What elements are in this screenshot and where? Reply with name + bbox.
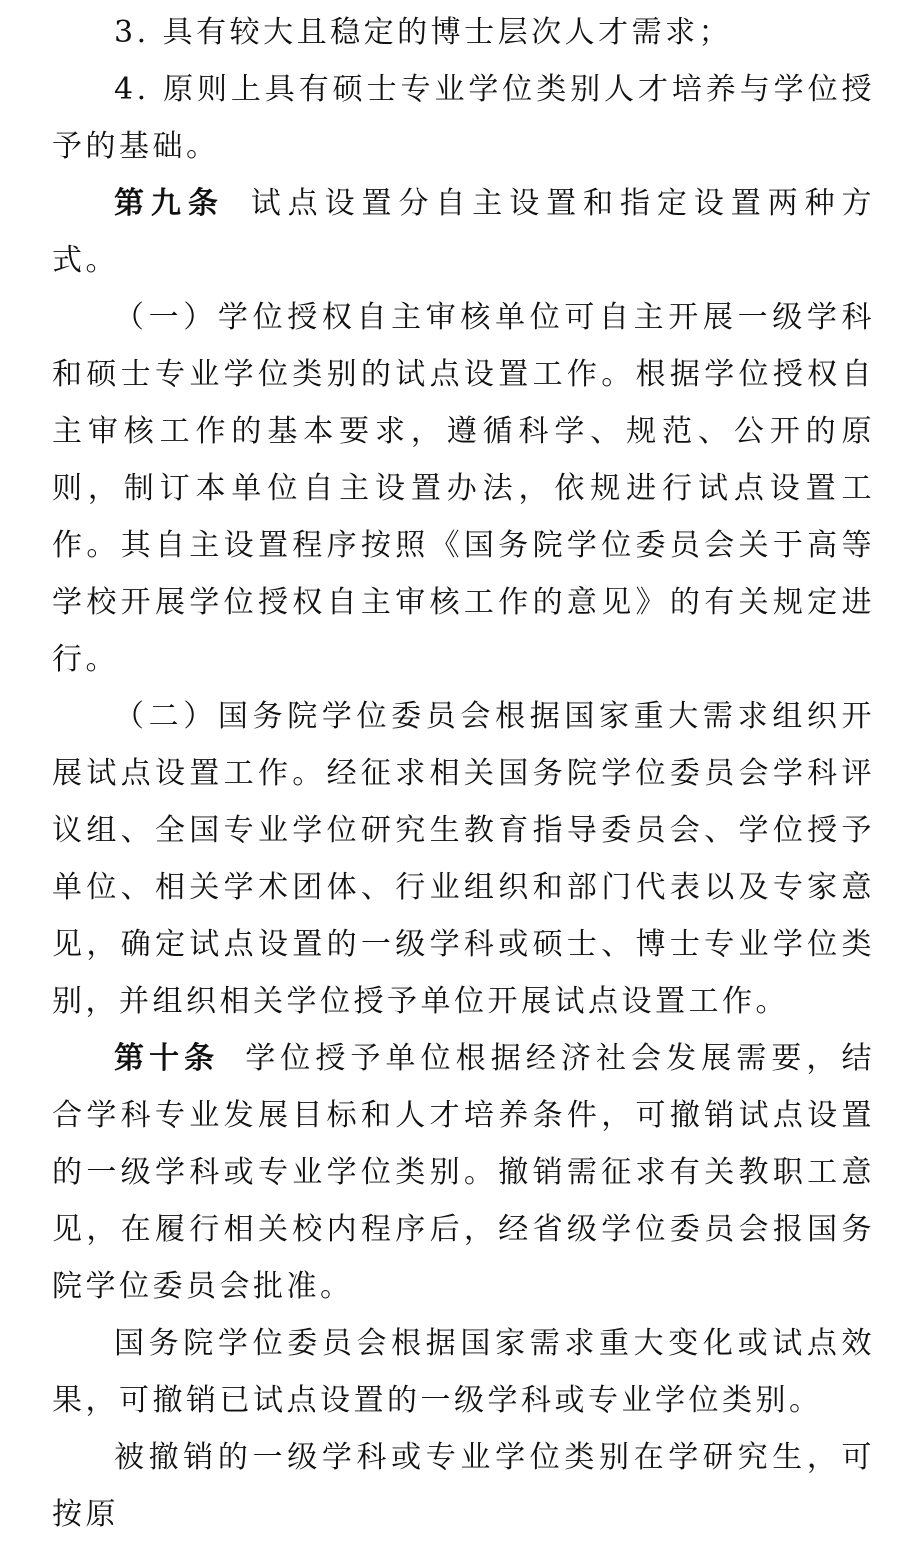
paragraph-text: 3. 具有较大且稳定的博士层次人才需求； [114,15,733,50]
paragraph-text: 试点设置分自主设置和指定设置两种方式。 [52,186,876,278]
article-9-clause-2 [0,688,919,1030]
article-10-para-2 [0,1315,919,1429]
list-item-4 [0,61,919,175]
article-9-clause-1 [0,289,919,688]
article-10 [0,1030,919,1315]
paragraph-text: 被撤销的一级学科或专业学位类别在学研究生，可按原 [52,1440,875,1532]
article-label: 第十条 [114,1041,220,1076]
paragraph-text: （一）学位授权自主审核单位可自主开展一级学科和硕士专业学位类别的试点设置工作。根据学位授权自主审核工作的基本要求，遵循科学、规范、公开的原则，制订本单位自主设置办法，依规进行试点设置工作。其自主设置程序按照《国务院学位委员会关于高等学校开展学位授权自主审核工作的意见》的有关规定进行。 [52,300,875,677]
article-10-para-3 [0,1429,919,1543]
paragraph-text: 国务院学位委员会根据国家需求重大变化或试点效果，可撤销已试点设置的一级学科或专业学位类别。 [52,1326,875,1418]
paragraph-text: 4. 原则上具有硕士专业学位类别人才培养与学位授予的基础。 [52,72,875,164]
article-label: 第九条 [114,186,225,221]
article-9 [0,175,919,289]
paragraph-text: （二）国务院学位委员会根据国家重大需求组织开展试点设置工作。经征求相关国务院学位委员会学科评议组、全国专业学位研究生教育指导委员会、学位授予单位、相关学术团体、行业组织和部门代表以及专家意见，确定试点设置的一级学科或硕士、博士专业学位类别，并组织相关学位授予单位开展试点设置工作。 [52,699,875,1019]
paragraph-text: 学位授予单位根据经济社会发展需要，结合学科专业发展目标和人才培养条件，可撤销试点设置的一级学科或专业学位类别。撤销需征求有关教职工意见，在履行相关校内程序后，经省级学位委员会报国务院学位委员会批准。 [52,1041,876,1304]
list-item-3 [0,4,919,61]
